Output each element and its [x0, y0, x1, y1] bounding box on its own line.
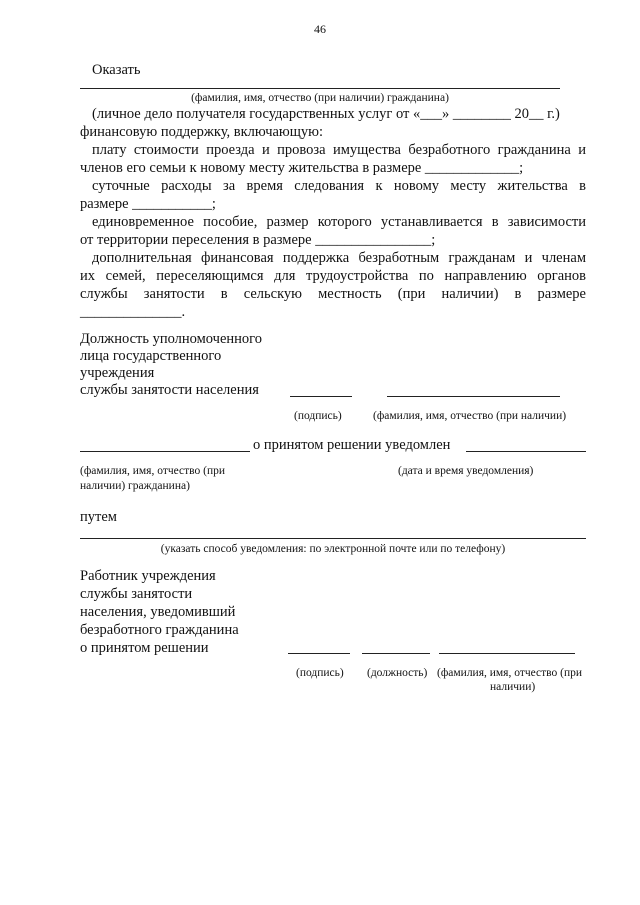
notice-datetime-line	[466, 451, 586, 452]
item-travel-2: членов его семьи к новому месту жительства в размере _____________;	[80, 160, 524, 176]
item-travel-1: плату стоимости проезда и провоза имущества безработного гражданина и	[92, 142, 586, 158]
official-name-caption: (фамилия, имя, отчество (при наличии)	[373, 410, 567, 422]
notice-citizen-line	[80, 451, 250, 452]
item-extra-4: ______________.	[80, 304, 186, 320]
citizen-name-caption: (фамилия, имя, отчество (при наличии) гражданина)	[191, 92, 449, 104]
official-title-4: службы занятости населения	[80, 382, 259, 398]
worker-name-caption-1: (фамилия, имя, отчество (при	[437, 667, 583, 679]
item-lump-1: единовременное пособие, размер которого устанавливается в зависимости	[92, 214, 586, 230]
worker-position-caption: (должность)	[367, 667, 428, 679]
worker-title-2: службы занятости	[80, 586, 193, 602]
item-extra-2: их семей, переселяющимся для трудоустройства по направлению органов	[80, 268, 586, 284]
official-signature-caption: (подпись)	[294, 410, 342, 422]
item-lump-2: от территории переселения в размере ________________;	[80, 232, 436, 248]
method-line	[80, 538, 586, 539]
official-signature-line	[290, 396, 352, 397]
method-label: путем	[80, 509, 117, 525]
support-line: финансовую поддержку, включающую:	[80, 124, 324, 140]
worker-title-4: безработного гражданина	[80, 622, 239, 638]
item-daily-1: суточные расходы за время следования к новому месту жительства в	[92, 178, 586, 194]
page-number: 46	[314, 22, 326, 36]
item-daily-2: размере ___________;	[80, 196, 216, 212]
notice-line: о принятом решении уведомлен	[253, 437, 451, 453]
worker-signature-caption: (подпись)	[296, 667, 344, 679]
worker-title-1: Работник учреждения	[80, 568, 216, 584]
official-name-line	[387, 396, 560, 397]
worker-name-line	[439, 653, 575, 654]
official-title-2: лица государственного	[80, 348, 222, 364]
official-title-3: учреждения	[80, 365, 155, 381]
worker-title-5: о принятом решении	[80, 640, 209, 656]
worker-title-3: населения, уведомивший	[80, 604, 236, 620]
worker-position-line	[362, 653, 430, 654]
method-caption: (указать способ уведомления: по электронной почте или по телефону)	[160, 543, 506, 555]
notice-citizen-caption-1: (фамилия, имя, отчество (при	[80, 465, 226, 477]
order-heading: Оказать	[92, 62, 141, 78]
official-title-1: Должность уполномоченного	[80, 331, 263, 347]
worker-name-caption-2: наличии)	[490, 681, 536, 693]
case-line: (личное дело получателя государственных услуг от «___» ________ 20__ г.)	[92, 106, 560, 122]
notice-citizen-caption-2: наличии) гражданина)	[80, 480, 190, 492]
item-extra-1: дополнительная финансовая поддержка безработным гражданам и членам	[92, 250, 586, 266]
notice-datetime-caption: (дата и время уведомления)	[398, 465, 534, 477]
citizen-name-line	[80, 88, 560, 89]
item-extra-3: службы занятости в сельскую местность (при наличии) в размере	[80, 286, 586, 302]
worker-signature-line	[288, 653, 350, 654]
